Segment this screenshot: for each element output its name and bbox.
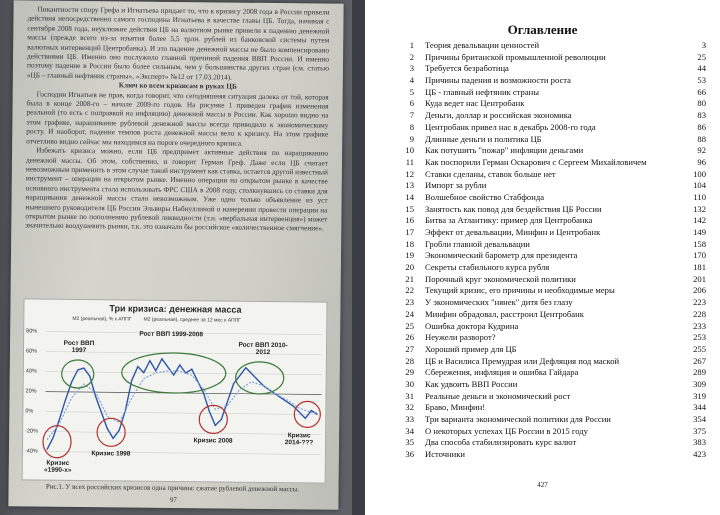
toc-entry-number: 19 xyxy=(405,250,414,261)
toc-entry-number: 30 xyxy=(405,378,414,389)
toc-entry[interactable] xyxy=(392,87,706,99)
toc-entry-page: 309 xyxy=(693,378,706,389)
y-tick-label: -40% xyxy=(24,448,38,455)
toc-entry-page: 206 xyxy=(693,285,706,296)
toc-entry[interactable] xyxy=(392,215,706,227)
toc-entry-title: ЦБ - главный нефтяник страны xyxy=(425,86,540,97)
toc-entry[interactable] xyxy=(392,262,706,274)
toc-entry[interactable] xyxy=(392,180,706,192)
toc-entry-title: О некоторых успехах ЦБ России в 2015 году xyxy=(425,425,588,436)
money-supply-chart xyxy=(22,298,328,483)
toc-entry-page: 170 xyxy=(693,250,706,261)
annotation-label: Рост ВВП 1999-2008 xyxy=(139,330,204,339)
toc-entry[interactable] xyxy=(392,122,706,134)
toc-entry-page: 354 xyxy=(693,414,706,424)
toc-entry-number: 20 xyxy=(405,262,414,273)
toc-entry-title: Занятость как повод для бездействия ЦБ России xyxy=(425,203,602,214)
toc-entry-page: 3 xyxy=(701,40,706,50)
toc-entry-title: Волшебное свойство Стабфонда xyxy=(425,191,545,202)
book-page-number: 97 xyxy=(169,495,177,505)
book-paragraph: Избежать кризиса можно, если ЦБ предпримет активные действия по наращиванию денежной массы. Об этом, собственно, и говорит Герман Греф. Даже если ЦБ считает невозможным применить в этом случае такой инструмент как ставка, остается другой известный инструмент – операции на открытом рынке. Именно операции на открытом рынке в качестве основного инструмента стала использовать ФРС США в 2008 году, столкнувшись со ставки для наращивания денежной массы стало невозможным. Уже одно только объявление из уст нынешнего руководителя ЦБ России Эльвиры Набиуллиной о намерении провести операции на открытом рынке по пополнению рублевой ликвидности (т.и. «вербальная интервенция») может значительно воодушевить рынки, т.к. это означало бы российское «количественное смягчение». xyxy=(25,145,329,233)
y-tick-label: 0% xyxy=(25,408,34,415)
toc-entry[interactable] xyxy=(392,204,706,216)
chart-plot xyxy=(23,299,327,482)
toc-entry-page: 223 xyxy=(693,297,706,308)
toc-entry-title: Два способа стабилизировать курс валют xyxy=(425,437,577,448)
toc-entry-number: 17 xyxy=(405,227,414,237)
toc-page-number: 427 xyxy=(537,481,548,489)
toc-entry[interactable] xyxy=(392,239,706,251)
legend-entry: M2 (реальная), % к АППГ xyxy=(72,315,132,323)
toc-entry-number: 7 xyxy=(409,110,414,121)
toc-entry-title: Порочный круг экономической политики xyxy=(425,273,576,284)
y-tick-label: 40% xyxy=(25,368,37,375)
toc-entry[interactable] xyxy=(392,134,706,146)
toc-entry-title: Длинные деньги и политика ЦБ xyxy=(425,133,542,144)
annotation-label: Кризис 1998 xyxy=(91,450,131,458)
toc-entry-number: 23 xyxy=(405,297,414,308)
book-paragraph: Пикантности спору Грефа и Игнатьева придает то, что к кризису 2008 года в России привели действия непосредственно самого господина Игнатьева в качестве главы ЦБ. Тогда, начиная с сентября 2008 года, неуклюжие действия ЦБ на валютном рынке привели к падению денежной массы (прежде всего из-за изъятия более 5,5 трлн. рублей из банковской системы путем валютных интервенций Центробанка). И это падение денежной массы не было компенсировано действиями ЦБ. Именно оно послужило главной причиной падения ВВП России. И именно поэтому падение в России было более сильным, чем у большинства других стран (см. статью «ЦБ – главный нефтяник страны», «Эксперт» №12 от 17.03.2014). xyxy=(26,4,330,82)
toc-entry[interactable] xyxy=(392,414,706,426)
toc-entry-number: 28 xyxy=(405,355,414,366)
toc-entry[interactable] xyxy=(392,426,706,438)
toc-entry-title: Хороший пример для ЦБ xyxy=(425,343,517,354)
toc-entry[interactable] xyxy=(392,379,706,391)
toc-entry[interactable] xyxy=(392,437,706,449)
annotation-label: Рост ВВП 1997 xyxy=(63,339,95,355)
y-tick-label: 80% xyxy=(26,328,38,335)
toc-entry-page: 344 xyxy=(693,402,706,413)
toc-entry-title: Как удвоить ВВП России xyxy=(425,378,518,389)
toc-entry-page: 181 xyxy=(693,262,706,273)
toc-entry[interactable] xyxy=(392,321,706,333)
book-section-heading: Ключ ко всем кризисам в руках ЦБ xyxy=(118,80,237,91)
toc-entry-title: Как поспорили Герман Оскарович с Сергеем Михайловичем xyxy=(425,156,647,167)
toc-entry-number: 3 xyxy=(409,63,414,74)
chart-title: Три кризиса: денежная масса xyxy=(109,303,242,315)
toc-entry-number: 24 xyxy=(405,308,414,319)
legend-entry: M2 (реальная), среднее за 12 мес к АППГ xyxy=(143,316,241,324)
toc-entry-title: Браво, Минфин! xyxy=(425,402,486,413)
toc-entry-title: Требуется безработица xyxy=(425,63,509,74)
toc-entry-title: Ставки сделаны, ставок больше нет xyxy=(425,168,556,179)
toc-entry-page: 100 xyxy=(693,168,706,179)
toc-entry-page: 267 xyxy=(693,355,706,366)
toc-entry-page: 142 xyxy=(693,215,706,226)
toc-entry[interactable] xyxy=(392,192,706,204)
y-tick-label: 20% xyxy=(25,388,37,395)
toc-entry-page: 149 xyxy=(693,227,706,237)
toc-entry[interactable] xyxy=(392,391,706,403)
toc-entry-page: 104 xyxy=(693,180,706,191)
toc-entry[interactable] xyxy=(392,52,706,64)
toc-entry-page: 253 xyxy=(693,332,706,343)
toc-entry-title: Секреты стабильного курса рубля xyxy=(425,262,550,273)
toc-list xyxy=(392,40,706,461)
toc-entry-page: 66 xyxy=(697,86,706,97)
toc-entry-title: Эффект от девальвации, Минфин и Центробанк xyxy=(425,227,601,237)
toc-entry-number: 22 xyxy=(405,285,414,296)
toc-entry-title: Импорт за рубли xyxy=(425,180,487,191)
toc-entry-number: 13 xyxy=(405,180,414,191)
toc-entry[interactable] xyxy=(392,40,706,52)
toc-entry-number: 12 xyxy=(405,168,414,179)
toc-entry-title: Текущий кризис, его причины и необходимые меры xyxy=(425,285,615,296)
toc-entry[interactable] xyxy=(392,297,706,309)
toc-entry[interactable] xyxy=(392,356,706,368)
toc-entry-number: 16 xyxy=(405,215,414,226)
toc-entry-page: 88 xyxy=(697,133,706,144)
toc-entry-title: Сбережения, инфляция и ошибка Гайдара xyxy=(425,367,579,378)
toc-entry-title: Как потушить "пожар" инфляции деньгами xyxy=(425,145,584,156)
y-tick-label: 60% xyxy=(25,348,38,355)
toc-entry-title: Причины падения и возможности роста xyxy=(425,75,571,86)
toc-entry-title: Экономический барометр для президента xyxy=(425,250,578,261)
toc-entry-title: Источники xyxy=(425,449,466,460)
toc-entry-page: 25 xyxy=(697,51,706,62)
toc-page xyxy=(365,0,720,515)
toc-entry-number: 25 xyxy=(405,320,414,331)
toc-entry[interactable] xyxy=(392,227,706,239)
toc-entry-page: 423 xyxy=(693,449,706,460)
toc-entry-number: 18 xyxy=(405,238,414,249)
toc-entry-page: 132 xyxy=(693,203,706,214)
toc-entry-title: Гробли главной девальвации xyxy=(425,238,530,249)
toc-entry-number: 6 xyxy=(409,98,414,109)
toc-entry-number: 11 xyxy=(405,156,414,167)
toc-entry-number: 14 xyxy=(405,191,414,202)
toc-entry-number: 10 xyxy=(405,145,414,156)
toc-entry-title: Минфин обрадовал, расстроил Центробанк xyxy=(425,308,584,319)
annotation-label: Кризис 2008 xyxy=(193,437,233,445)
toc-entry-number: 34 xyxy=(405,425,414,436)
toc-entry[interactable] xyxy=(392,157,706,169)
annotation-label: Кризис 2014-??? xyxy=(284,432,314,447)
toc-entry-page: 110 xyxy=(693,191,706,202)
annotation-label: Кризис «1990-х» xyxy=(43,459,72,474)
figure-caption: Рис.1. У всех российских кризисов одна причина: сжатие рублевой денежной массы. xyxy=(45,482,300,494)
toc-entry-page: 375 xyxy=(693,425,706,436)
toc-entry-number: 21 xyxy=(405,273,414,284)
toc-entry[interactable] xyxy=(392,285,706,297)
book-paragraph: Господин Игнатьев не прав, когда говорит, что сегодняшняя ситуация далека от той, которая была в конце 2008-го – начале 2009-го годов. На рисунке 1 приведен график изменения реальной (то есть с поправкой на инфляцию) денежной массы в России. Как хорошо видно на этом графике, нарашивание рублевой денежной массы всегда приводило к экономическому росту. И наоборот, падение темпов роста денежной массы вело к кризису. На этом графике отчетливо видно сейчас мы находимся на пороге очередного кризиса. xyxy=(26,89,329,148)
toc-entry-page: 83 xyxy=(697,110,706,121)
toc-entry-title: У экономических "нянек" дитя без глазу xyxy=(425,297,573,308)
toc-entry-page: 201 xyxy=(693,273,706,284)
toc-entry-number: 31 xyxy=(405,390,414,401)
toc-entry[interactable] xyxy=(392,98,706,110)
toc-entry-title: Деньги, доллар и российская экономика xyxy=(425,110,572,121)
toc-entry-number: 2 xyxy=(409,51,414,62)
toc-entry[interactable] xyxy=(392,402,706,414)
toc-entry[interactable] xyxy=(392,309,706,321)
toc-entry-page: 289 xyxy=(693,367,706,378)
toc-entry-page: 383 xyxy=(693,437,706,448)
toc-entry-title: Причины британской промышленной революции xyxy=(425,51,606,62)
toc-entry-number: 9 xyxy=(409,133,414,144)
toc-entry-title: ЦБ и Василиса Премудрая или Дефляция под маской xyxy=(425,355,620,366)
toc-entry-title: Центробанк привел нас в декабрь 2008-го года xyxy=(425,121,596,132)
toc-entry-number: 15 xyxy=(405,203,414,214)
toc-entry[interactable] xyxy=(392,367,706,379)
toc-entry[interactable] xyxy=(392,110,706,122)
toc-entry-title: Теория девальвации ценностей xyxy=(425,40,540,50)
toc-entry-page: 228 xyxy=(693,308,706,319)
toc-entry[interactable] xyxy=(392,63,706,75)
toc-entry-number: 1 xyxy=(409,40,414,50)
toc-entry[interactable] xyxy=(392,250,706,262)
toc-entry[interactable] xyxy=(392,75,706,87)
toc-entry-number: 4 xyxy=(409,75,414,86)
toc-entry-page: 158 xyxy=(693,238,706,249)
toc-entry-page: 86 xyxy=(697,121,706,132)
toc-entry-number: 36 xyxy=(405,449,414,460)
toc-entry-page: 92 xyxy=(697,145,706,156)
toc-entry-title: Куда ведет нас Центробанк xyxy=(425,98,525,109)
toc-entry-page: 44 xyxy=(697,63,706,74)
toc-entry[interactable] xyxy=(392,344,706,356)
toc-entry-number: 27 xyxy=(405,343,414,354)
book-page xyxy=(8,0,343,509)
toc-entry-number: 35 xyxy=(405,437,414,448)
toc-entry-page: 80 xyxy=(697,98,706,109)
toc-entry-number: 26 xyxy=(405,332,414,343)
toc-entry-number: 33 xyxy=(405,414,414,424)
toc-entry-title: Неужели разворот? xyxy=(425,332,496,343)
toc-entry-number: 8 xyxy=(409,121,414,132)
toc-entry-number: 5 xyxy=(409,86,414,97)
toc-entry-page: 319 xyxy=(693,390,706,401)
toc-entry-page: 53 xyxy=(697,75,706,86)
toc-entry-title: Три варианта экономической политики для России xyxy=(425,414,611,424)
toc-entry-page: 255 xyxy=(693,343,706,354)
book-page-photo xyxy=(0,0,352,515)
toc-entry-number: 29 xyxy=(405,367,414,378)
annotation-label: Рост ВВП 2010-2012 xyxy=(238,341,288,356)
toc-entry-page: 233 xyxy=(693,320,706,331)
y-tick-label: -20% xyxy=(25,428,39,435)
toc-entry-page: 96 xyxy=(697,156,706,167)
toc-entry-title: Ошибка доктора Кудрина xyxy=(425,320,519,331)
toc-entry[interactable] xyxy=(392,145,706,157)
toc-entry-number: 32 xyxy=(405,402,414,413)
toc-entry[interactable] xyxy=(392,332,706,344)
toc-entry[interactable] xyxy=(392,449,706,461)
toc-entry-title: Реальные деньги и экономический рост xyxy=(425,390,571,401)
toc-entry[interactable] xyxy=(392,169,706,181)
book-page-text xyxy=(25,4,329,233)
toc-entry-title: Битва за Атлантику: пример для Центробанка xyxy=(425,215,593,226)
toc-entry[interactable] xyxy=(392,274,706,286)
toc-title: Оглавление xyxy=(507,22,578,37)
